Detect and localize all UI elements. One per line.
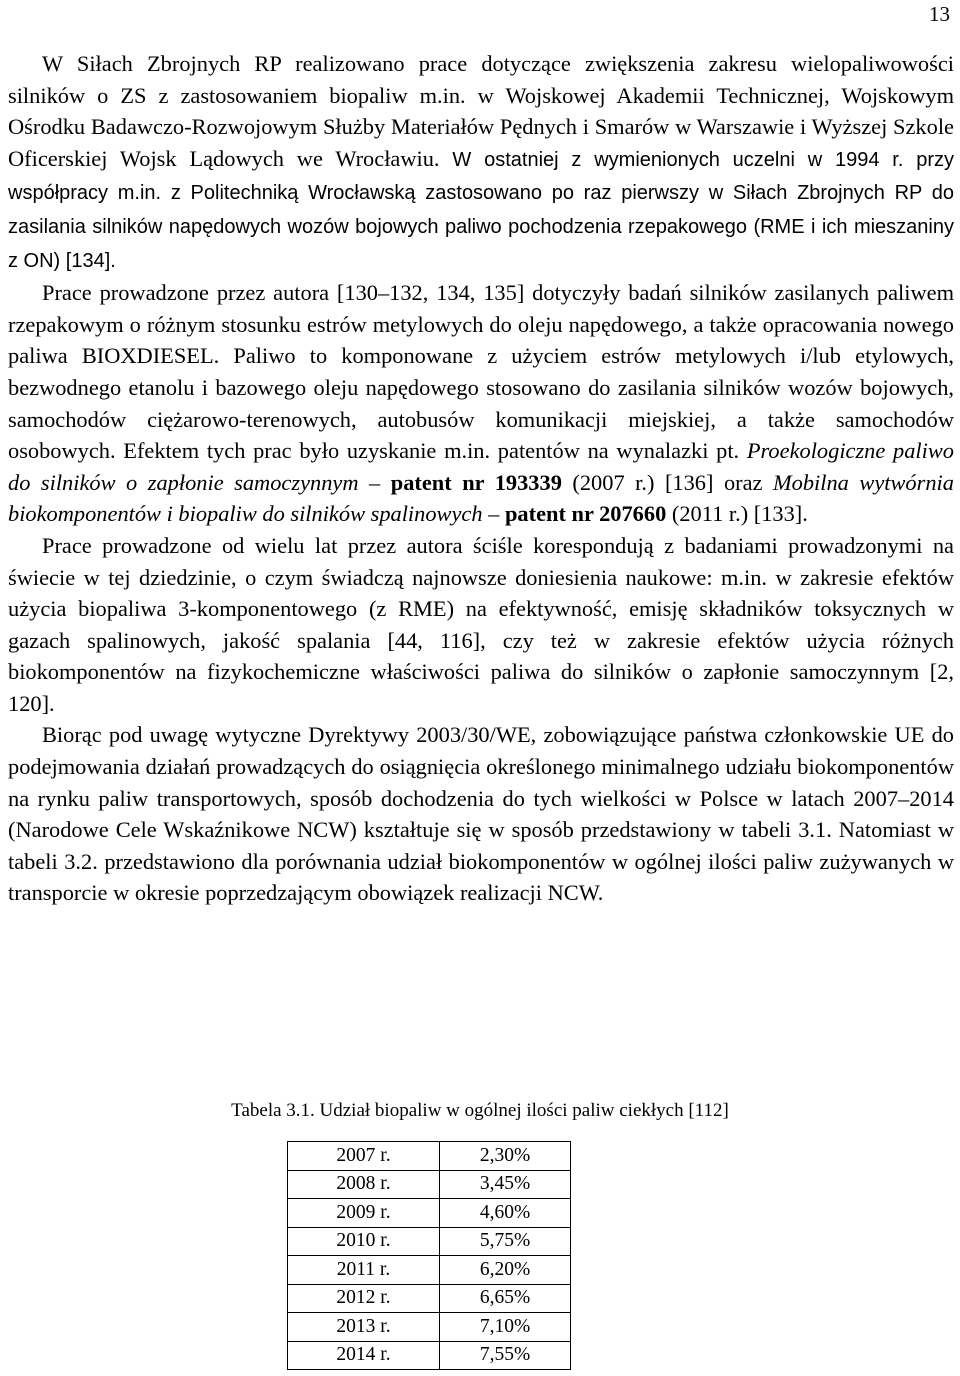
- year-cell: 2008 r.: [288, 1170, 440, 1199]
- paragraph-2-text-a: Prace prowadzone przez autora [130–132, 134, 135] dotyczyły badań silników zasilanych paliwem rzepakowym o różnym stosunku estrów metylowych do oleju napędowego, a także opracowania nowego paliwa BIOXDIESEL. Paliwo to komponowane z użyciem estrów metylowych i/lub etylowych, bezwodnego etanolu i bazowego oleju napędowego stosowano do zasilania silników wozów bojowych, samochodów ciężarowo-terenowych, autobusów komunikacji miejskiej, a także samochodów osobowych. Efektem tych prac było uzyskanie m.in. patentów na wynalazki pt.: [8, 280, 954, 464]
- year-cell: 2009 r.: [288, 1199, 440, 1228]
- paragraph-2-text-b: (2007 r.) [136] oraz: [572, 469, 763, 495]
- share-cell: 6,20%: [440, 1256, 571, 1285]
- patent-2-number: patent nr 207660: [504, 501, 667, 527]
- share-cell: 5,75%: [440, 1227, 571, 1256]
- share-cell: 6,65%: [440, 1284, 571, 1313]
- paragraph-2: [8, 277, 954, 530]
- year-cell: 2007 r.: [288, 1142, 440, 1171]
- year-cell: 2013 r.: [288, 1313, 440, 1342]
- share-cell: 4,60%: [440, 1199, 571, 1228]
- page-number: 13: [929, 2, 950, 26]
- table-row: [288, 1199, 571, 1228]
- share-cell: 7,10%: [440, 1313, 571, 1342]
- table-row: [288, 1142, 571, 1171]
- biofuel-share-table: [287, 1141, 571, 1370]
- paragraph-1: [8, 48, 954, 277]
- year-cell: 2010 r.: [288, 1227, 440, 1256]
- table-row: [288, 1256, 571, 1285]
- year-cell: 2012 r.: [288, 1284, 440, 1313]
- year-cell: 2011 r.: [288, 1256, 440, 1285]
- paragraph-3: Prace prowadzone od wielu lat przez autora ściśle korespondują z badaniami prowadzonymi na świecie w tej dziedzinie, o czym świadczą najnowsze doniesienia naukowe: m.in. w zakresie efektów użycia biopaliwa 3-komponentowego (z RME) na efektywność, emisję składników toksycznych w gazach spalinowych, jakość spalania [44, 116], czy też w zakresie efektów użycia różnych biokomponentów na fizykochemiczne właściwości paliwa do silników o zapłonie samoczynnym [2, 120].: [8, 532, 954, 716]
- paragraph-4: Biorąc pod uwagę wytyczne Dyrektywy 2003/30/WE, zobowiązujące państwa członkowskie UE do podejmowania działań prowadzących do osiągnięcia określonego minimalnego udziału biokomponentów na rynku paliw transportowych, sposób dochodzenia do tych wielkości w Polsce w latach 2007–2014 (Narodowe Cele Wskaźnikowe NCW) kształtuje się w sposób przedstawiony w tabeli 3.1. Natomiast w tabeli 3.2. przedstawiono dla porównania udział biokomponentów w ogólnej ilości paliw zużywanych w transporcie w okresie poprzedzającym obowiązek realizacji NCW.: [8, 722, 954, 906]
- patent-1-number: patent nr 193339: [390, 469, 562, 495]
- table-row: [288, 1170, 571, 1199]
- table-caption: Tabela 3.1. Udział biopaliw w ogólnej ilości paliw ciekłych [112]: [231, 1100, 729, 1121]
- table-row: [288, 1341, 571, 1370]
- dash: –: [488, 501, 500, 527]
- patent-1-title: Proekologiczne paliwo do silników o zapłonie samoczynnym: [8, 438, 954, 495]
- share-cell: 3,45%: [440, 1170, 571, 1199]
- body-text: [8, 48, 954, 909]
- paragraph-1-text-a: W Siłach Zbrojnych RP realizowano prace dotyczące zwiększenia zakresu wielopaliwowości silników o ZS z zastosowaniem biopaliw m.in. w Wojskowej Akademii Technicznej, Wojskowym Ośrodku Badawczo-Rozwojowym Służby Materiałów Pędnych i Smarów w Warszawie i Wyższej Szkole Oficerskiej Wojsk Lądowych we Wrocławiu.: [8, 51, 954, 171]
- table-row: [288, 1313, 571, 1342]
- year-cell: 2014 r.: [288, 1341, 440, 1370]
- share-cell: 2,30%: [440, 1142, 571, 1171]
- table-row: [288, 1284, 571, 1313]
- paragraph-1-text-b: W ostatniej z wymienionych uczelni w 1994 r. przy współpracy m.in. z Politechniką Wrocławską zastosowano po raz pierwszy w Siłach Zbrojnych RP do zasilania silników napędowych wozów bojowych paliwo pochodzenia rzepakowego (RME i ich mieszaniny z ON) [134].: [8, 148, 954, 272]
- table-row: [288, 1227, 571, 1256]
- dash: –: [369, 469, 381, 495]
- patent-2-title: Mobilna wytwórnia biokomponentów i biopaliw do silników spalinowych: [8, 469, 954, 527]
- share-cell: 7,55%: [440, 1341, 571, 1370]
- paragraph-2-text-c: (2011 r.) [133].: [671, 501, 808, 527]
